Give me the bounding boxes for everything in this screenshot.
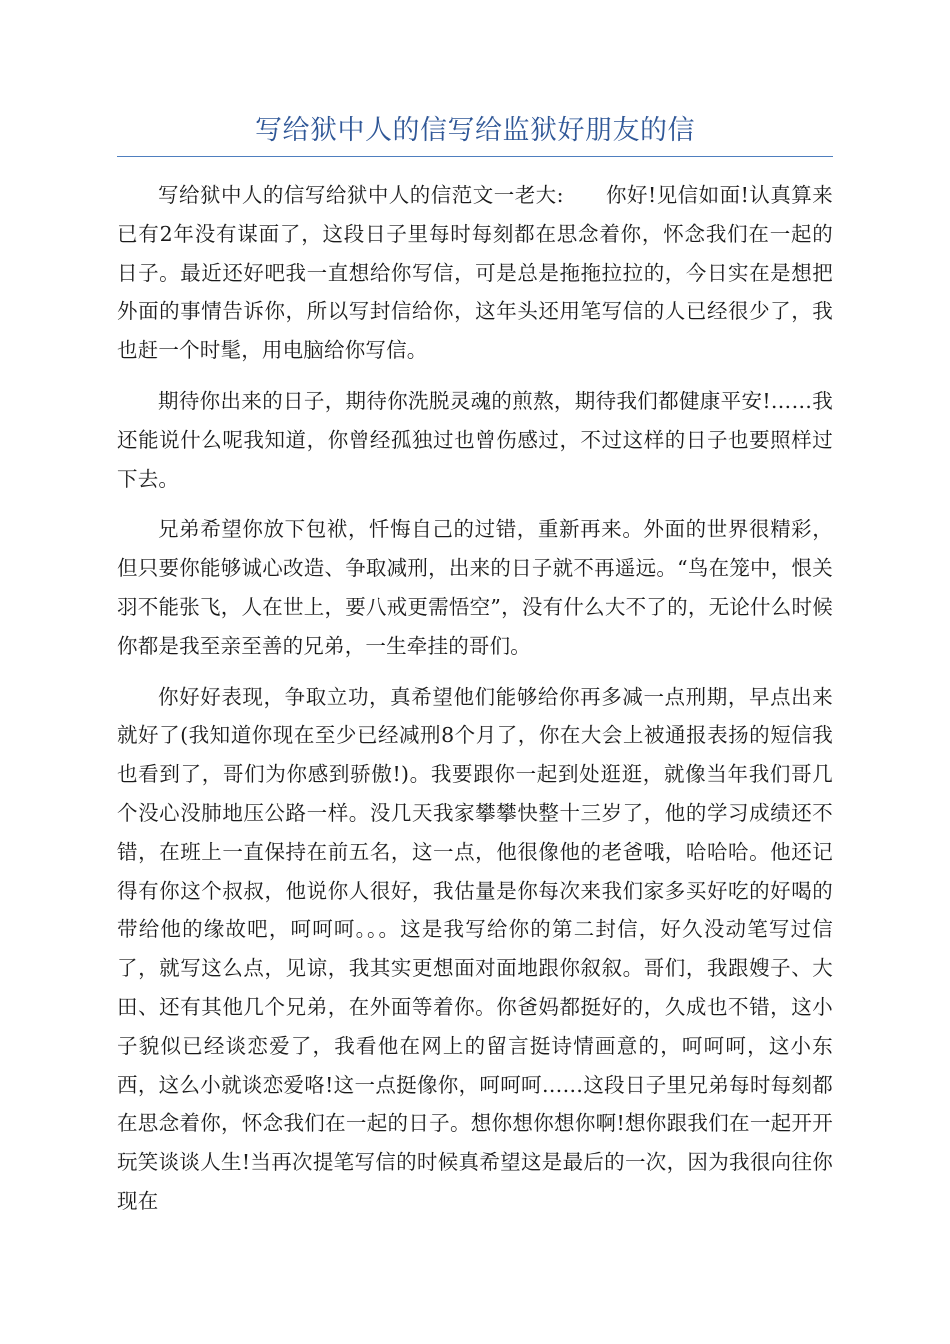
document-body xyxy=(117,176,833,1233)
paragraph-4: 你好好表现，争取立功，真希望他们能够给你再多减一点刑期，早点出来就好了(我知道你现在至少已经减刑8个月了，你在大会上被通报表扬的短信我也看到了，哥们为你感到骄傲!)。我要跟你一起到处逛逛，就像当年我们哥几个没心没肺地压公路一样。没几天我家攀攀快整十三岁了，他的学习成绩还不错，在班上一直保持在前五名，这一点，他很像他的老爸哦，哈哈哈。他还记得有你这个叔叔，他说你人很好，我估量是你每次来我们家多买好吃的好喝的带给他的缘故吧，呵呵呵。。。这是我写给你的第二封信，好久没动笔写过信了，就写这么点，见谅，我其实更想面对面地跟你叙叙。哥们，我跟嫂子、大田、还有其他几个兄弟，在外面等着你。你爸妈都挺好的，久成也不错，这小子貌似已经谈恋爱了，我看他在网上的留言挺诗情画意的，呵呵呵，这小东西，这么小就谈恋爱咯!这一点挺像你，呵呵呵……这段日子里兄弟每时每刻都在思念着你，怀念我们在一起的日子。想你想你想你啊!想你跟我们在一起开开玩笑谈谈人生!当再次提笔写信的时候真希望这是最后的一次，因为我很向往你现在 xyxy=(117,684,833,1213)
paragraph-1: 写给狱中人的信写给狱中人的信范文一老大: 你好!见信如面!认真算来已有2年没有谋面了，这段日子里每时每刻都在思念着你，怀念我们在一起的日子。最近还好吧我一直想给你写信，可是总是拖拖拉拉的，今日实在是想把外面的事情告诉你，所以写封信给你，这年头还用笔写信的人已经很少了，我也赶一个时髦，用电脑给你写信。 xyxy=(117,183,833,363)
paragraph-2: 期待你出来的日子，期待你洗脱灵魂的煎熬，期待我们都健康平安!……我还能说什么呢我知道，你曾经孤独过也曾伤感过，不过这样的日子也要照样过下去。 xyxy=(117,388,833,491)
document-title: 写给狱中人的信写给监狱好朋友的信 xyxy=(255,115,695,146)
paragraph-3: 兄弟希望你放下包袱，忏悔自己的过错，重新再来。外面的世界很精彩，但只要你能够诚心改造、争取减刑，出来的日子就不再遥远。“鸟在笼中，恨关羽不能张飞，人在世上，要八戒更需悟空”，没有什么大不了的，无论什么时候你都是我至亲至善的兄弟，一生牵挂的哥们。 xyxy=(117,517,833,658)
title-block xyxy=(117,112,833,157)
